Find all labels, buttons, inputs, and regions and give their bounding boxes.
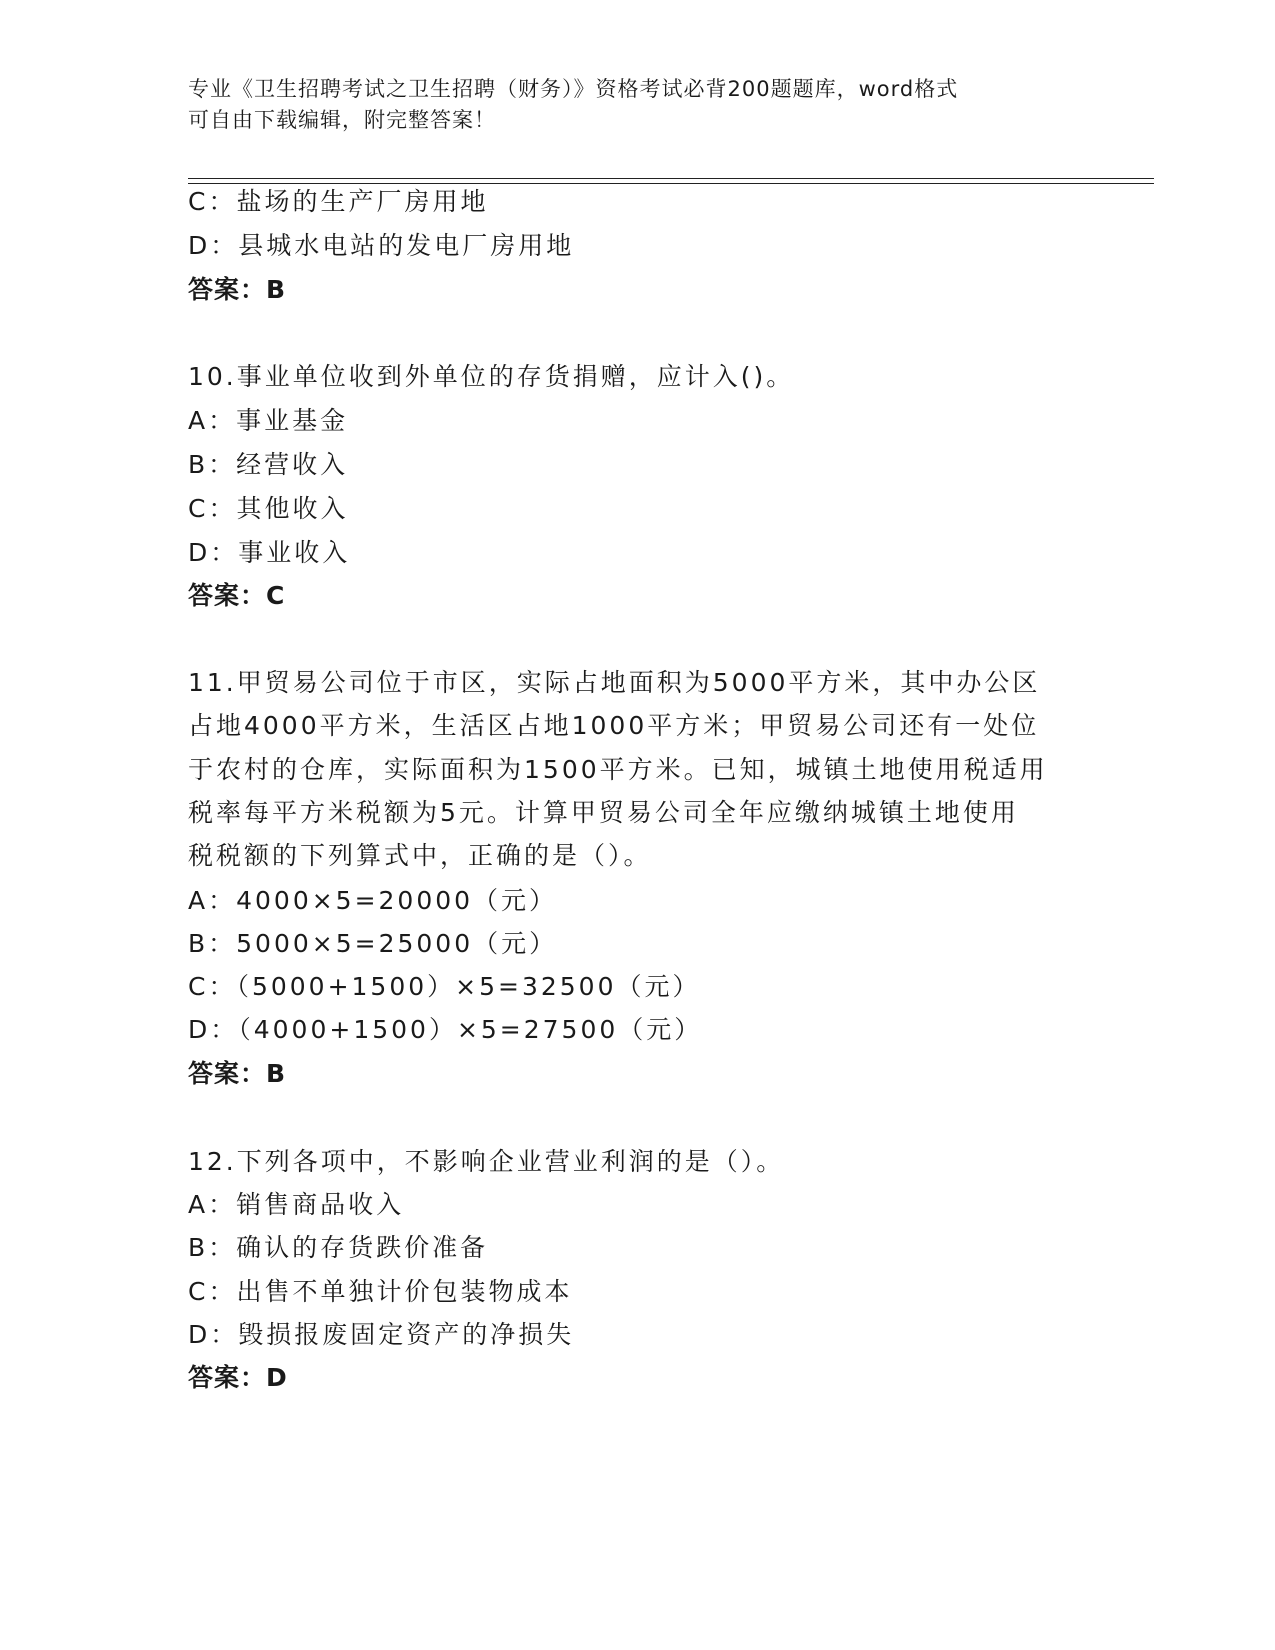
question-line: 占地4000平方米，生活区占地1000平方米；甲贸易公司还有一处位 [188,711,1040,740]
header-line-2: 可自由下载编辑，附完整答案！ [188,108,496,132]
answer-line: 答案：B [188,275,287,304]
question-line: 税税额的下列算式中，正确的是（）。 [188,841,652,870]
question-line: 12.下列各项中，不影响企业营业利润的是（）。 [188,1147,785,1176]
option-line: D：事业收入 [188,538,351,567]
option-line: C：出售不单独计价包装物成本 [188,1277,573,1306]
option-line: A：事业基金 [188,406,349,435]
option-line: D：县城水电站的发电厂房用地 [188,231,575,260]
question-line: 税率每平方米税额为5元。计算甲贸易公司全年应缴纳城镇土地使用 [188,798,1019,827]
answer-line: 答案：C [188,581,286,610]
document-header [188,74,1088,136]
option-line: B：确认的存货跌价准备 [188,1233,489,1262]
header-divider-top [188,178,1154,179]
option-line: D：毁损报废固定资产的净损失 [188,1320,575,1349]
question-line: 11.甲贸易公司位于市区，实际占地面积为5000平方米，其中办公区 [188,668,1041,697]
question-line: 于农村的仓库，实际面积为1500平方米。已知，城镇土地使用税适用 [188,755,1048,784]
option-line: C：（5000+1500）×5=32500（元） [188,972,701,1001]
option-line: B：经营收入 [188,450,349,479]
answer-line: 答案：D [188,1363,288,1392]
option-line: C：其他收入 [188,494,349,523]
header-divider-bottom [188,183,1154,184]
question-line: 10.事业单位收到外单位的存货捐赠，应计入()。 [188,362,795,391]
header-line-1: 专业《卫生招聘考试之卫生招聘（财务）》资格考试必背200题题库，word格式 [188,77,959,101]
option-line: A：销售商品收入 [188,1190,405,1219]
option-line: C：盐场的生产厂房用地 [188,187,489,216]
option-line: D：（4000+1500）×5=27500（元） [188,1015,703,1044]
answer-line: 答案：B [188,1059,287,1088]
option-line: B：5000×5=25000（元） [188,929,558,958]
option-line: A：4000×5=20000（元） [188,886,558,915]
